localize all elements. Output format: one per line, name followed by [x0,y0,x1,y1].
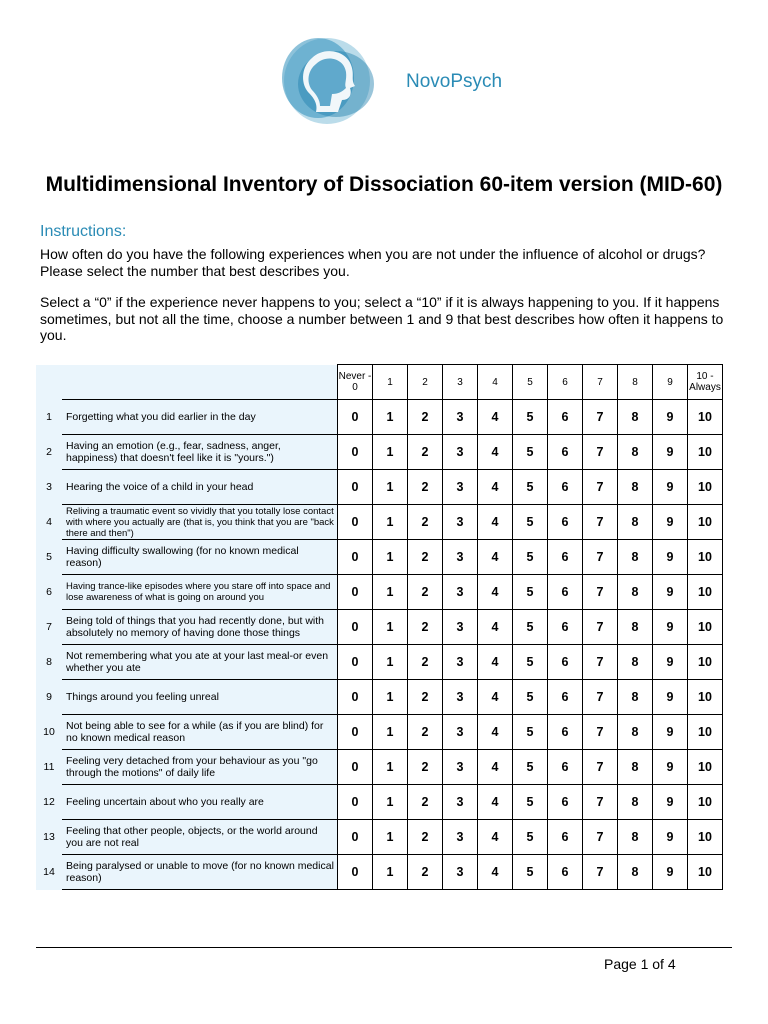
item-number: 1 [36,400,62,435]
rating-option-7[interactable]: 7 [583,435,618,470]
item-question: Being told of things that you had recently done, but with absolutely no memory of having done those things [62,610,338,645]
rating-option-4[interactable]: 4 [478,505,513,540]
rating-option-7[interactable]: 7 [583,715,618,750]
rating-option-0[interactable]: 0 [338,715,373,750]
item-number: 9 [36,680,62,715]
rating-option-4[interactable]: 4 [478,715,513,750]
table-header-row [36,365,723,400]
item-question: Not remembering what you ate at your last meal-or even whether you ate [62,645,338,680]
item-number: 6 [36,575,62,610]
table-row [36,400,723,435]
rating-option-2[interactable]: 2 [408,540,443,575]
rating-option-6[interactable]: 6 [548,575,583,610]
rating-option-2[interactable]: 2 [408,680,443,715]
item-number: 8 [36,645,62,680]
rating-option-5[interactable]: 5 [513,820,548,855]
rating-option-2[interactable]: 2 [408,785,443,820]
table-row [36,855,723,890]
rating-option-5[interactable]: 5 [513,680,548,715]
rating-option-3[interactable]: 3 [443,645,478,680]
rating-option-4[interactable]: 4 [478,680,513,715]
rating-option-6[interactable]: 6 [548,820,583,855]
rating-option-7[interactable]: 7 [583,575,618,610]
item-number: 12 [36,785,62,820]
rating-option-6[interactable]: 6 [548,750,583,785]
rating-option-1[interactable]: 1 [373,680,408,715]
item-question: Feeling very detached from your behaviour as you "go through the motions" of daily life [62,750,338,785]
rating-option-2[interactable]: 2 [408,715,443,750]
item-question: Hearing the voice of a child in your head [62,470,338,505]
rating-option-8[interactable]: 8 [618,505,653,540]
rating-option-8[interactable]: 8 [618,540,653,575]
novopsych-logo-icon [272,34,382,128]
header-option-5: 5 [513,365,548,400]
rating-option-4[interactable]: 4 [478,435,513,470]
header-question-cell [62,365,338,400]
rating-option-0[interactable]: 0 [338,540,373,575]
rating-option-1[interactable]: 1 [373,645,408,680]
rating-option-4[interactable]: 4 [478,855,513,890]
rating-option-7[interactable]: 7 [583,505,618,540]
rating-option-9[interactable]: 9 [653,680,688,715]
rating-option-1[interactable]: 1 [373,715,408,750]
rating-option-3[interactable]: 3 [443,855,478,890]
rating-option-1[interactable]: 1 [373,820,408,855]
rating-option-5[interactable]: 5 [513,715,548,750]
rating-option-5[interactable]: 5 [513,610,548,645]
rating-option-6[interactable]: 6 [548,400,583,435]
rating-option-1[interactable]: 1 [373,785,408,820]
item-number: 4 [36,505,62,540]
rating-option-6[interactable]: 6 [548,610,583,645]
rating-option-8[interactable]: 8 [618,820,653,855]
instructions-paragraph-1: How often do you have the following experiences when you are not under the influence of alcohol or drugs? Please select the number that best describes you. [40,246,706,279]
rating-option-7[interactable]: 7 [583,540,618,575]
item-number: 2 [36,435,62,470]
rating-option-8[interactable]: 8 [618,400,653,435]
item-number: 3 [36,470,62,505]
rating-option-8[interactable]: 8 [618,715,653,750]
rating-option-0[interactable]: 0 [338,505,373,540]
rating-option-7[interactable]: 7 [583,470,618,505]
rating-option-3[interactable]: 3 [443,470,478,505]
instructions-paragraph-2: Select a “0” if the experience never happens to you; select a “10” if it is always happening to you. If it happens sometimes, but not all the time, choose a number between 1 and 9 that best describes how often it happens to you. [40,294,724,343]
item-question: Having trance-like episodes where you stare off into space and lose awareness of what is going on around you [62,575,338,610]
rating-option-6[interactable]: 6 [548,470,583,505]
rating-option-7[interactable]: 7 [583,400,618,435]
rating-option-1[interactable]: 1 [373,575,408,610]
rating-option-1[interactable]: 1 [373,435,408,470]
rating-option-3[interactable]: 3 [443,505,478,540]
rating-option-9[interactable]: 9 [653,575,688,610]
rating-option-9[interactable]: 9 [653,820,688,855]
item-number: 7 [36,610,62,645]
rating-option-8[interactable]: 8 [618,785,653,820]
rating-option-10[interactable]: 10 [688,400,723,435]
rating-option-3[interactable]: 3 [443,435,478,470]
rating-option-9[interactable]: 9 [653,610,688,645]
rating-option-4[interactable]: 4 [478,750,513,785]
rating-option-9[interactable]: 9 [653,750,688,785]
item-question: Feeling uncertain about who you really are [62,785,338,820]
item-number: 14 [36,855,62,890]
question-table [36,364,723,890]
rating-option-0[interactable]: 0 [338,750,373,785]
rating-option-9[interactable]: 9 [653,785,688,820]
rating-option-10[interactable]: 10 [688,470,723,505]
table-row [36,820,723,855]
rating-option-0[interactable]: 0 [338,785,373,820]
item-question: Reliving a traumatic event so vividly that you totally lose contact with where you actually are (that is, you think that you are "back there and then") [62,505,338,540]
rating-option-1[interactable]: 1 [373,855,408,890]
item-question: Forgetting what you did earlier in the day [62,400,338,435]
rating-option-0[interactable]: 0 [338,820,373,855]
rating-option-6[interactable]: 6 [548,435,583,470]
rating-option-9[interactable]: 9 [653,470,688,505]
rating-option-5[interactable]: 5 [513,435,548,470]
rating-option-5[interactable]: 5 [513,575,548,610]
rating-option-10[interactable]: 10 [688,855,723,890]
page-number: Page 1 of 4 [604,956,676,972]
item-question: Feeling that other people, objects, or the world around you are not real [62,820,338,855]
rating-option-1[interactable]: 1 [373,750,408,785]
rating-option-7[interactable]: 7 [583,820,618,855]
rating-option-5[interactable]: 5 [513,540,548,575]
rating-option-5[interactable]: 5 [513,470,548,505]
table-row [36,785,723,820]
rating-option-8[interactable]: 8 [618,610,653,645]
item-number: 10 [36,715,62,750]
rating-option-4[interactable]: 4 [478,575,513,610]
rating-option-8[interactable]: 8 [618,855,653,890]
rating-option-5[interactable]: 5 [513,645,548,680]
rating-option-10[interactable]: 10 [688,645,723,680]
table-row [36,610,723,645]
rating-option-10[interactable]: 10 [688,435,723,470]
rating-option-9[interactable]: 9 [653,435,688,470]
rating-option-9[interactable]: 9 [653,540,688,575]
rating-option-7[interactable]: 7 [583,610,618,645]
rating-option-8[interactable]: 8 [618,435,653,470]
rating-option-4[interactable]: 4 [478,820,513,855]
header-option-0: Never - 0 [338,365,373,400]
rating-option-3[interactable]: 3 [443,680,478,715]
header-option-1: 1 [373,365,408,400]
rating-option-10[interactable]: 10 [688,785,723,820]
rating-option-2[interactable]: 2 [408,505,443,540]
rating-option-0[interactable]: 0 [338,435,373,470]
rating-option-2[interactable]: 2 [408,645,443,680]
rating-option-3[interactable]: 3 [443,750,478,785]
rating-option-0[interactable]: 0 [338,470,373,505]
rating-option-2[interactable]: 2 [408,470,443,505]
rating-option-0[interactable]: 0 [338,680,373,715]
rating-option-10[interactable]: 10 [688,680,723,715]
rating-option-1[interactable]: 1 [373,505,408,540]
footer-divider [36,947,732,948]
rating-option-1[interactable]: 1 [373,540,408,575]
rating-option-3[interactable]: 3 [443,785,478,820]
rating-option-6[interactable]: 6 [548,855,583,890]
rating-option-3[interactable]: 3 [443,400,478,435]
rating-option-2[interactable]: 2 [408,855,443,890]
table-row [36,470,723,505]
rating-option-1[interactable]: 1 [373,400,408,435]
header-option-8: 8 [618,365,653,400]
rating-option-7[interactable]: 7 [583,645,618,680]
rating-option-3[interactable]: 3 [443,610,478,645]
rating-option-10[interactable]: 10 [688,820,723,855]
header-option-4: 4 [478,365,513,400]
table-row [36,750,723,785]
rating-option-7[interactable]: 7 [583,855,618,890]
rating-option-8[interactable]: 8 [618,750,653,785]
table-row [36,505,723,540]
rating-option-2[interactable]: 2 [408,820,443,855]
rating-option-2[interactable]: 2 [408,750,443,785]
rating-option-3[interactable]: 3 [443,540,478,575]
rating-option-7[interactable]: 7 [583,785,618,820]
header-option-9: 9 [653,365,688,400]
rating-option-4[interactable]: 4 [478,400,513,435]
header-option-6: 6 [548,365,583,400]
rating-option-9[interactable]: 9 [653,855,688,890]
rating-option-7[interactable]: 7 [583,750,618,785]
header-option-2: 2 [408,365,443,400]
item-question: Being paralysed or unable to move (for no known medical reason) [62,855,338,890]
rating-option-4[interactable]: 4 [478,785,513,820]
rating-option-10[interactable]: 10 [688,610,723,645]
rating-option-8[interactable]: 8 [618,575,653,610]
rating-option-9[interactable]: 9 [653,715,688,750]
item-question: Having an emotion (e.g., fear, sadness, anger, happiness) that doesn't feel like it is "yours.") [62,435,338,470]
rating-option-5[interactable]: 5 [513,505,548,540]
item-number: 11 [36,750,62,785]
rating-option-5[interactable]: 5 [513,750,548,785]
rating-option-4[interactable]: 4 [478,470,513,505]
rating-option-0[interactable]: 0 [338,400,373,435]
header-option-7: 7 [583,365,618,400]
rating-option-1[interactable]: 1 [373,470,408,505]
rating-option-10[interactable]: 10 [688,575,723,610]
rating-option-7[interactable]: 7 [583,680,618,715]
rating-option-4[interactable]: 4 [478,645,513,680]
rating-option-2[interactable]: 2 [408,435,443,470]
table-row [36,645,723,680]
brand-name: NovoPsych [406,71,503,92]
table-row [36,680,723,715]
item-question: Not being able to see for a while (as if you are blind) for no known medical reason [62,715,338,750]
rating-option-6[interactable]: 6 [548,715,583,750]
header-num-cell [36,365,62,400]
rating-option-3[interactable]: 3 [443,575,478,610]
rating-option-6[interactable]: 6 [548,785,583,820]
table-row [36,575,723,610]
item-question: Things around you feeling unreal [62,680,338,715]
header-option-3: 3 [443,365,478,400]
document-title: Multidimensional Inventory of Dissociation 60-item version (MID-60) [45,173,723,196]
rating-option-9[interactable]: 9 [653,400,688,435]
rating-option-6[interactable]: 6 [548,680,583,715]
rating-option-1[interactable]: 1 [373,610,408,645]
instructions-heading: Instructions: [40,223,127,240]
rating-option-2[interactable]: 2 [408,400,443,435]
rating-option-9[interactable]: 9 [653,645,688,680]
rating-option-5[interactable]: 5 [513,785,548,820]
header-option-10: 10 - Always [688,365,723,400]
item-number: 5 [36,540,62,575]
rating-option-0[interactable]: 0 [338,610,373,645]
item-number: 13 [36,820,62,855]
rating-option-6[interactable]: 6 [548,540,583,575]
rating-option-0[interactable]: 0 [338,575,373,610]
rating-option-3[interactable]: 3 [443,715,478,750]
rating-option-8[interactable]: 8 [618,680,653,715]
rating-option-6[interactable]: 6 [548,645,583,680]
rating-option-6[interactable]: 6 [548,505,583,540]
table-row [36,435,723,470]
rating-option-5[interactable]: 5 [513,400,548,435]
rating-option-0[interactable]: 0 [338,855,373,890]
rating-option-10[interactable]: 10 [688,505,723,540]
rating-option-10[interactable]: 10 [688,540,723,575]
item-question: Having difficulty swallowing (for no known medical reason) [62,540,338,575]
rating-option-2[interactable]: 2 [408,610,443,645]
table-row [36,540,723,575]
rating-option-4[interactable]: 4 [478,610,513,645]
rating-option-10[interactable]: 10 [688,715,723,750]
rating-option-0[interactable]: 0 [338,645,373,680]
rating-option-5[interactable]: 5 [513,855,548,890]
rating-option-3[interactable]: 3 [443,820,478,855]
rating-option-8[interactable]: 8 [618,645,653,680]
rating-option-4[interactable]: 4 [478,540,513,575]
rating-option-2[interactable]: 2 [408,575,443,610]
rating-option-10[interactable]: 10 [688,750,723,785]
rating-option-9[interactable]: 9 [653,505,688,540]
rating-option-8[interactable]: 8 [618,470,653,505]
table-row [36,715,723,750]
